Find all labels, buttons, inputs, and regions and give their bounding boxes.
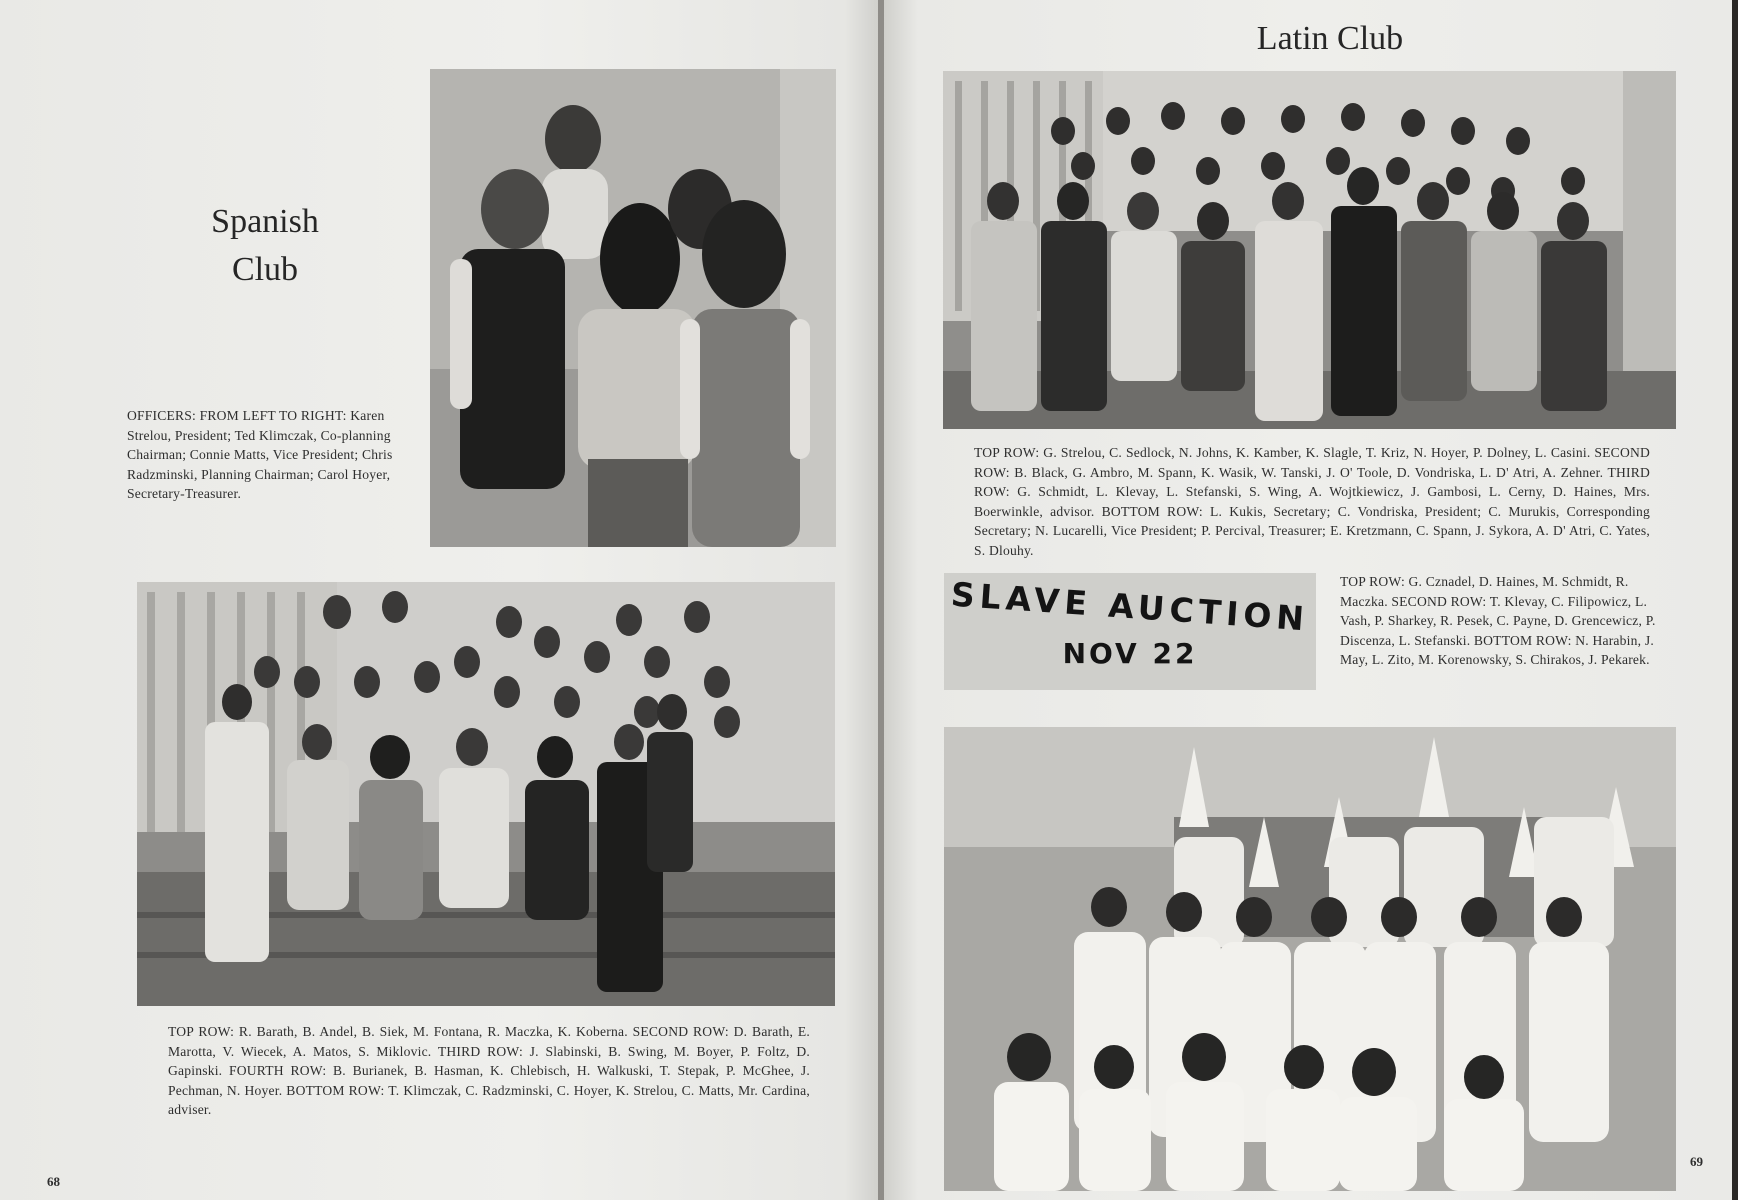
auction-sign-line2: NOV 22 bbox=[1062, 637, 1198, 670]
spanish-title-line1: Spanish bbox=[211, 203, 319, 240]
spanish-club-title bbox=[170, 198, 360, 294]
page-number-left: 68 bbox=[47, 1174, 60, 1189]
spanish-club-group-photo bbox=[137, 582, 835, 1006]
auction-caption: TOP ROW: G. Cznadel, D. Haines, M. Schmidt, R. Maczka. SECOND ROW: T. Klevay, C. Filipowicz, L. Vash, P. Sharkey, R. Pesek, C. Payne, D. Grencewicz, P. Discenza, L. Stefanski. BOTTOM ROW: N. Harabin, J. May, L. Zito, M. Korenowsky, S. Chirakos, J. Pekarek. bbox=[1340, 574, 1656, 667]
auction-sign-line1: SLAVE AUCTION bbox=[949, 574, 1311, 639]
officers-caption: OFFICERS: FROM LEFT TO RIGHT: Karen Strelou, President; Ted Klimczak, Co-planning Chairman; Connie Matts, Vice President; Chris Radzminski, Planning Chairman; Carol Hoyer, Secretary-Treasurer. bbox=[127, 408, 393, 501]
spanish-club-group-caption: TOP ROW: R. Barath, B. Andel, B. Siek, M. Fontana, R. Maczka, K. Koberna. SECOND ROW: D. Barath, E. Marotta, V. Wiecek, A. Matos, S. Miklovic. THIRD ROW: J. Slabinski, B. Swing, M. Boyer, P. Foltz, D. Gapinski. FOURTH ROW: B. Burianek, B. Hasman, K. Chlebisch, H. Walkuski, T. Stepak, P. McGhee, J. Pechman, N. Hoyer. BOTTOM ROW: T. Klimczak, C. Radzminski, C. Hoyer, K. Strelou, C. Matts, Mr. Cardina, adviser. bbox=[168, 1024, 810, 1117]
page-number-right: 69 bbox=[1690, 1154, 1703, 1169]
slave-auction-sign-photo bbox=[944, 573, 1316, 690]
latin-club-group-caption: TOP ROW: G. Strelou, C. Sedlock, N. Johns, K. Kamber, K. Slagle, T. Kriz, N. Hoyer, P. Dolney, L. Casini. SECOND ROW: B. Black, G. Ambro, M. Spann, K. Wasik, W. Tanski, J. O' Toole, D. Vondriska, L. D' Atri, A. Zehner. THIRD ROW: G. Schmidt, L. Klevay, L. Stefanski, S. Wing, A. Wojtkiewicz, J. Gambosi, L. Cerny, D. Haines, Mrs. Boerwinkle, advisor. BOTTOM ROW: L. Kukis, Secretary; C. Vondriska, President; C. Murukis, Corresponding Secretary; N. Lucarelli, Vice President; P. Percival, Treasurer; E. Kretzmann, C. Spann, J. Sykora, A. D' Atri, C. Yates, S. Dlouhy. bbox=[974, 445, 1650, 558]
spanish-title-line2: Club bbox=[231, 251, 299, 288]
officers-photo bbox=[430, 69, 836, 547]
costume-group-photo bbox=[944, 727, 1676, 1191]
latin-club-group-photo bbox=[943, 71, 1676, 429]
latin-club-title: Latin Club bbox=[1256, 20, 1404, 57]
